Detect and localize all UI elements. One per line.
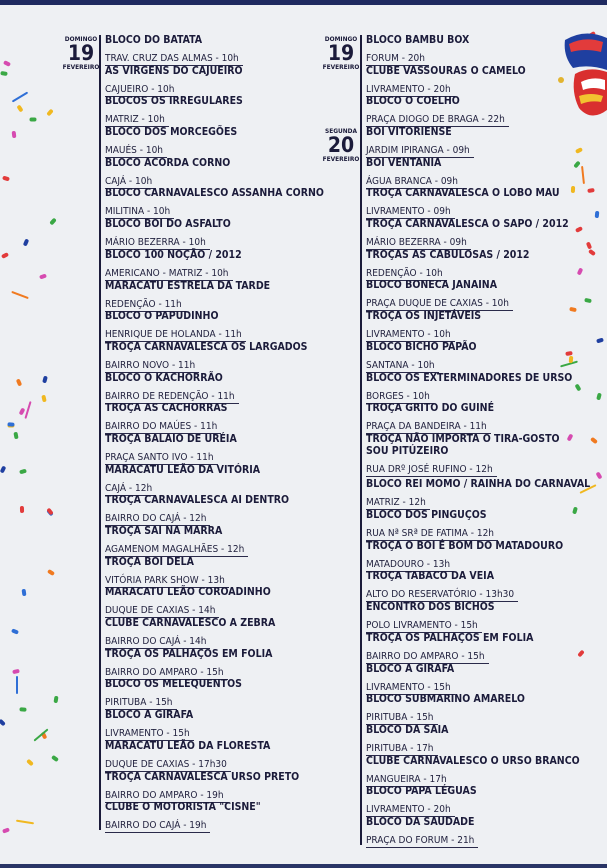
schedule-entry (366, 540, 590, 571)
confetti-piece (2, 175, 10, 181)
schedule-entry (105, 402, 324, 433)
entry-location-time: MILITINA - 10h (105, 206, 174, 219)
entry-location-time: CAJUEIRO - 10h (105, 84, 178, 97)
schedule-entry (366, 310, 590, 341)
schedule-entry (105, 494, 324, 525)
entry-location-time: MAUÉS - 10h (105, 145, 167, 158)
entry-location-time: FORUM - 20h (366, 53, 429, 66)
confetti-piece (53, 696, 58, 704)
schedule-column-right-monday (366, 126, 590, 847)
day-number: 20 (327, 133, 355, 157)
entry-location-time: BAIRRO DO AMPARO - 15h (366, 651, 489, 664)
bottom-border (0, 864, 607, 868)
schedule-entry (105, 709, 324, 740)
entry-name: MARACATU LEÃO COROADINHO (105, 586, 271, 599)
schedule-entry (105, 341, 324, 372)
entry-name: BLOCO 100 NOÇÃO / 2012 (105, 248, 242, 261)
schedule-column-left (105, 34, 324, 832)
entry-location-time: SANTANA - 10h (366, 360, 439, 373)
timeline-line-right (360, 35, 362, 845)
schedule-entry (105, 801, 324, 832)
entry-location-time: MATADOURO - 13h (366, 559, 454, 572)
schedule-entry (366, 693, 590, 724)
schedule-entry (366, 65, 526, 96)
entry-location-time: BAIRRO DO CAJÁ - 19h (105, 820, 210, 833)
confetti-piece (3, 60, 11, 67)
entry-location-time: BAIRRO DO CAJÁ - 14h (105, 636, 210, 649)
entry-location-time: BAIRRO DO AMPARO - 19h (105, 790, 228, 803)
confetti-piece (11, 131, 16, 138)
entry-name: TROÇA NÃO IMPORTA O TIRA-GOSTO SOU PITÚZEIRO (366, 432, 560, 457)
entry-name: BLOCO A GIRAFA (366, 662, 455, 675)
entry-name: BOI VENTANIA (366, 156, 442, 169)
entry-name: MARACATU LEÃO DA FLORESTA (105, 739, 271, 752)
confetti-piece (46, 108, 54, 116)
schedule-entry (105, 740, 324, 771)
confetti-piece (12, 669, 20, 674)
month-label: FEVEREIRO (322, 155, 360, 163)
entry-name: BLOCO BONECA JANAINA (366, 279, 498, 292)
schedule-entry (366, 187, 590, 218)
confetti-piece (595, 472, 602, 480)
entry-name: TROÇA GRITO DO GUINÉ (366, 402, 495, 415)
confetti-piece (595, 211, 600, 218)
entry-name: BLOCO BICHO PAPÃO (366, 340, 477, 353)
entry-location-time: PIRITUBA - 15h (366, 712, 438, 725)
schedule-entry (366, 755, 590, 786)
entry-name: BLOCO O COELHO (366, 95, 460, 108)
schedule-entry (366, 95, 526, 126)
entry-location-time: MATRIZ - 10h (105, 114, 169, 127)
schedule-entry (366, 785, 590, 816)
day-number: 19 (327, 41, 355, 65)
entry-name: BLOCO BAMBU BOX (366, 34, 470, 46)
confetti-piece (51, 755, 59, 762)
confetti-piece (16, 104, 23, 112)
entry-name: MARACATU ESTRELA DA TARDE (105, 279, 271, 292)
entry-name: BLOCO BOI DO ASFALTO (105, 218, 231, 231)
entry-location-time: PIRITUBA - 15h (105, 697, 177, 710)
entry-name: TROÇA CARNAVALESCA O LOBO MAU (366, 187, 560, 200)
entry-location-time: PIRITUBA - 17h (366, 743, 438, 756)
weekday-label: SEGUNDA (324, 127, 358, 135)
entry-location-time: HENRIQUE DE HOLANDA - 11h (105, 329, 246, 342)
entry-name: BLOCO DO BATATA (105, 34, 203, 46)
entry-name: TROÇA TABACO DA VEIA (366, 570, 495, 583)
entry-location-time: BORGES - 10h (366, 391, 434, 404)
entry-location-time: RUA DRº JOSÉ RUFINO - 12h (366, 464, 497, 477)
schedule-entry (105, 126, 324, 157)
entry-location-time: LIVRAMENTO - 20h (366, 84, 455, 97)
entry-name: BLOCO REI MOMO / RAINHA DO CARNAVAL (366, 478, 591, 491)
confetti-piece (2, 828, 10, 834)
entry-location-time: LIVRAMENTO - 15h (366, 682, 455, 695)
schedule-entry (105, 249, 324, 280)
entry-location-time: JARDIM IPIRANGA - 09h (366, 145, 474, 158)
schedule-entry (366, 509, 590, 540)
entry-name: CLUBE CARNAVALESCO A ZEBRA (105, 617, 276, 630)
entry-location-time: REDENÇÃO - 11h (105, 299, 186, 312)
entry-name: BLOCO OS EXTERMINADORES DE URSO (366, 371, 573, 384)
entry-name: TROÇA CARNAVALESCA AI DENTRO (105, 494, 290, 507)
entry-name: CLUBE VASSOURAS O CAMELO (366, 64, 526, 77)
confetti-piece (597, 393, 603, 401)
entry-name: TROÇAS AS CABULOSAS / 2012 (366, 248, 530, 261)
date-badge-sunday-left (62, 35, 100, 71)
entry-name: BLOCOS OS IRREGULARES (105, 95, 243, 108)
confetti-piece (24, 401, 31, 419)
schedule-entry (366, 601, 590, 632)
schedule-entry (366, 157, 590, 188)
confetti-piece (23, 239, 29, 247)
schedule-entry (366, 663, 590, 694)
schedule-entry (366, 724, 590, 755)
entry-location-time: PRAÇA DA BANDEIRA - 11h (366, 421, 491, 434)
schedule-entry (105, 586, 324, 617)
weekday-label: DOMINGO (324, 35, 358, 43)
schedule-entry (105, 95, 324, 126)
schedule-entry (105, 433, 324, 464)
entry-location-time: ALTO DO RESERVATÓRIO - 13h30 (366, 589, 518, 602)
entry-location-time: BAIRRO DE REDENÇÃO - 11h (105, 391, 239, 404)
entry-name: BLOCO O PAPUDINHO (105, 310, 219, 323)
confetti-piece (16, 820, 34, 825)
entry-name: TROÇA OS INJETÁVEIS (366, 310, 482, 323)
schedule-column-right-sunday (366, 34, 526, 126)
entry-location-time: MATRIZ - 12h (366, 497, 430, 510)
entry-name: TROÇA CARNAVALESCA URSO PRETO (105, 770, 300, 783)
entry-location-time: PRAÇA DO FORUM - 21h (366, 835, 478, 848)
entry-location-time: VITÓRIA PARK SHOW - 13h (105, 575, 229, 588)
entry-location-time: REDENÇÃO - 10h (366, 268, 447, 281)
schedule-entry (105, 372, 324, 403)
confetti-piece (19, 469, 27, 475)
schedule-entry (105, 310, 324, 341)
entry-location-time: TRAV. CRUZ DAS ALMAS - 10h (105, 53, 243, 66)
entry-name: BLOCO OS MELEQUENTOS (105, 678, 242, 691)
schedule-entry (366, 816, 590, 847)
entry-location-time: RUA Nª SRª DE FATIMA - 12h (366, 528, 498, 541)
schedule-entry (366, 433, 590, 479)
entry-location-time: PRAÇA DIOGO DE BRAGA - 22h (366, 114, 509, 127)
confetti-piece (46, 507, 53, 515)
entry-location-time: LIVRAMENTO - 10h (366, 329, 455, 342)
month-label: FEVEREIRO (62, 63, 100, 71)
entry-name: BLOCO PAPA LÉGUAS (366, 785, 477, 798)
schedule-entry (366, 570, 590, 601)
entry-name: BLOCO DA SAIA (366, 723, 449, 736)
entry-name: TROÇA SAI NA MARRA (105, 525, 223, 537)
entry-name: BLOCO DA SAUDADE (366, 815, 475, 828)
entry-location-time: MÁRIO BEZERRA - 09h (366, 237, 471, 250)
schedule-entry (366, 402, 590, 433)
entry-name: BOI VITORIENSE (366, 126, 452, 138)
schedule-entry (105, 218, 324, 249)
entry-name: CLUBE O MOTORISTA "CISNE" (105, 801, 261, 814)
confetti-piece (12, 91, 28, 102)
confetti-piece (12, 291, 30, 299)
schedule-entry (366, 279, 590, 310)
entry-location-time: BAIRRO DO MAÚES - 11h (105, 421, 221, 434)
entry-location-time: AMERICANO - MATRIZ - 10h (105, 268, 233, 281)
entry-name: BLOCO SUBMARINO AMARELO (366, 693, 525, 706)
schedule-entry (366, 341, 590, 372)
confetti-piece (0, 465, 6, 473)
entry-location-time: BAIRRO DO CAJÁ - 12h (105, 513, 210, 526)
month-label: FEVEREIRO (322, 63, 360, 71)
entry-location-time: BAIRRO NOVO - 11h (105, 360, 199, 373)
weekday-label: DOMINGO (64, 35, 98, 43)
schedule-entry (105, 187, 324, 218)
schedule-entry (366, 632, 590, 663)
carnival-mask-icon (555, 30, 607, 122)
entry-name: BLOCO CARNAVALESCO ASSANHA CORNO (105, 187, 324, 200)
confetti-piece (42, 376, 48, 384)
confetti-piece (596, 338, 604, 344)
confetti-piece (26, 759, 34, 767)
entry-name: BLOCO A GIRAFA (105, 709, 194, 722)
confetti-piece (21, 589, 26, 596)
confetti-piece (47, 569, 55, 576)
day-number: 19 (67, 41, 95, 65)
entry-name: TROÇA CARNAVALESCA OS LARGADOS (105, 340, 308, 353)
confetti-piece (49, 218, 57, 226)
entry-location-time: POLO LIVRAMENTO - 15h (366, 620, 482, 633)
entry-location-time: MANGUEIRA - 17h (366, 774, 451, 787)
confetti-piece (590, 437, 598, 445)
entry-name: TROÇA OS PALHAÇOS EM FOLIA (366, 631, 534, 644)
confetti-piece (20, 707, 27, 711)
entry-location-time: DUQUE DE CAXIAS - 17h30 (105, 759, 231, 772)
entry-location-time: BAIRRO DO AMPARO - 15h (105, 667, 228, 680)
schedule-entry (105, 678, 324, 709)
entry-location-time: CAJÁ - 12h (105, 483, 156, 496)
schedule-entry (105, 34, 324, 65)
confetti-piece (13, 432, 18, 440)
schedule-entry (366, 34, 526, 65)
confetti-piece (20, 506, 24, 513)
confetti-piece (0, 71, 7, 76)
entry-name: TROÇA AS CACHORRAS (105, 402, 228, 415)
schedule-entry (366, 218, 590, 249)
entry-location-time: LIVRAMENTO - 09h (366, 206, 455, 219)
confetti-piece (7, 422, 14, 426)
entry-location-time: LIVRAMENTO - 15h (105, 728, 194, 741)
confetti-piece (29, 117, 36, 121)
schedule-entry (366, 126, 590, 157)
entry-name: BLOCO DOS MORCEGÕES (105, 126, 238, 139)
date-badge-monday (322, 127, 360, 163)
schedule-entry (105, 617, 324, 648)
schedule-entry (105, 280, 324, 311)
schedule-entry (366, 249, 590, 280)
confetti-piece (41, 394, 46, 402)
confetti-piece (16, 378, 22, 386)
confetti-piece (0, 718, 6, 726)
entry-location-time: AGAMENOM MAGALHÃES - 12h (105, 544, 248, 557)
entry-location-time: PRAÇA SANTO IVO - 11h (105, 452, 218, 465)
schedule-entry (105, 157, 324, 188)
entry-name: TROÇA CARNAVALESCA O SAPO / 2012 (366, 218, 569, 231)
schedule-entry (105, 648, 324, 679)
entry-name: ENCONTRO DOS BICHOS (366, 601, 495, 614)
schedule-entry (366, 372, 590, 403)
entry-name: AS VIRGENS DO CAJUEIRO (105, 64, 243, 77)
confetti-piece (11, 628, 19, 634)
confetti-piece (1, 252, 9, 259)
entry-name: MARACATU LEÃO DA VITÓRIA (105, 463, 261, 476)
entry-name: BLOCO ACORDA CORNO (105, 156, 231, 169)
schedule-entry (105, 556, 324, 587)
entry-name: BLOCO O KACHORRÃO (105, 371, 223, 384)
schedule-entry (105, 525, 324, 556)
schedule-entry (105, 464, 324, 495)
schedule-entry (366, 478, 590, 509)
confetti-piece (39, 274, 47, 280)
entry-location-time: PRAÇA DUQUE DE CAXIAS - 10h (366, 298, 513, 311)
entry-location-time: ÁGUA BRANCA - 09h (366, 176, 462, 189)
entry-location-time: LIVRAMENTO - 20h (366, 804, 455, 817)
date-badge-sunday-right (322, 35, 360, 71)
entry-location-time: CAJÁ - 10h (105, 176, 156, 189)
entry-name: CLUBE CARNAVALESCO O URSO BRANCO (366, 754, 580, 767)
entry-name: TROÇA BOI DELA (105, 555, 194, 568)
entry-name: TROÇA OS PALHAÇOS EM FOLIA (105, 647, 273, 660)
schedule-entry (105, 771, 324, 802)
entry-name: TROÇA O BOI É BOM DO MATADOURO (366, 539, 564, 552)
schedule-entry (105, 65, 324, 96)
entry-location-time: DUQUE DE CAXIAS - 14h (105, 605, 219, 618)
entry-name: TROÇA BALAIO DE URÉIA (105, 432, 237, 445)
entry-location-time: MÁRIO BEZERRA - 10h (105, 237, 210, 250)
entry-name: BLOCO DOS PINGUÇOS (366, 509, 487, 522)
timeline-line-left (99, 35, 101, 830)
confetti-piece (16, 676, 18, 694)
